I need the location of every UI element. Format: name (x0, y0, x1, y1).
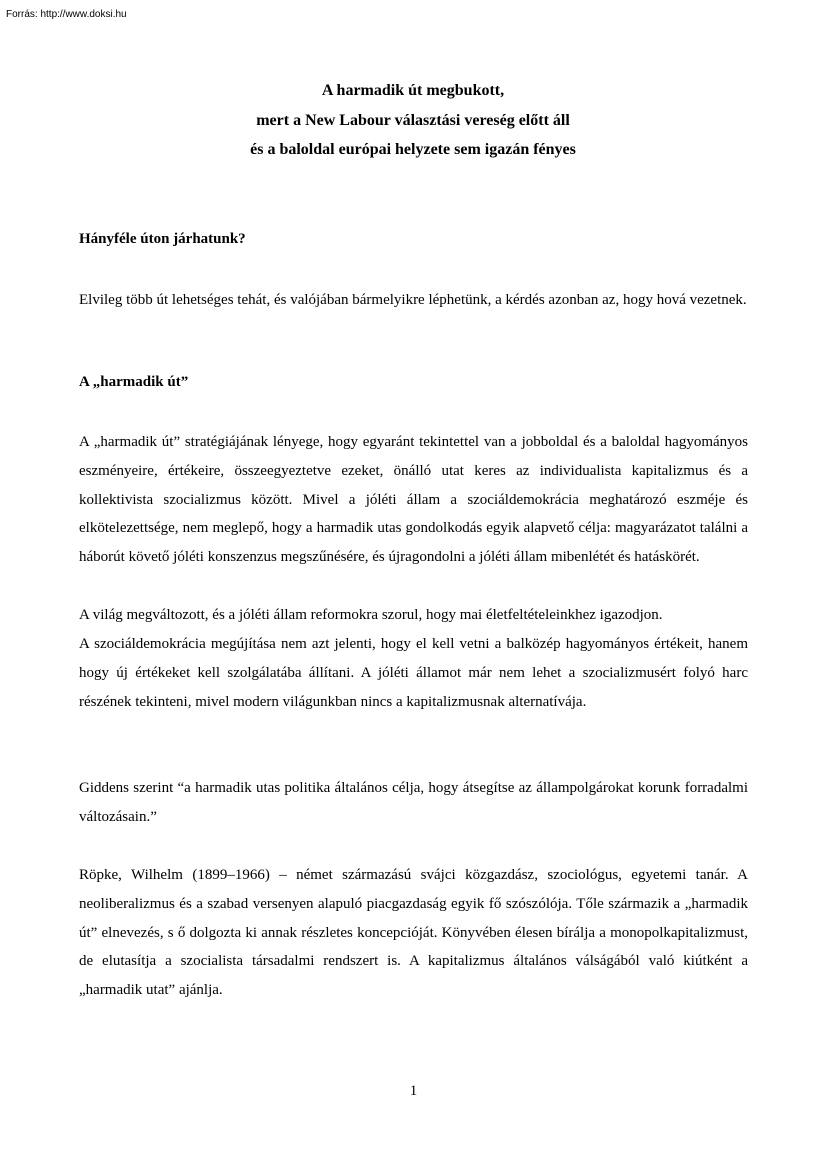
paragraph-world-changed: A világ megváltozott, és a jóléti állam reformokra szorul, hogy mai életfeltételeinkhez igazodjon. (79, 607, 663, 623)
page-number: 1 (409, 1083, 418, 1099)
paragraph-social-democracy-renewal: A szociáldemokrácia megújítása nem azt jelenti, hogy el kell vetni a balközép hagyományos értékeit, hanem hogy új értékeket kell szolgálatába állítani. A jóléti államot már nem lehet a szocializmusért folyó harc részének tekinteni, mivel modern világunkban nincs a kapitalizmusnak alternatívája. (79, 636, 748, 710)
section-heading-paths: Hányféle úton járhatunk? (79, 231, 246, 247)
paragraph-intro: Elvileg több út lehetséges tehát, és valójában bármelyikre léphetünk, a kérdés azonban az, hogy hová vezetnek. (79, 292, 747, 308)
document-title (78, 76, 748, 165)
title-line-1: A harmadik út megbukott, (321, 82, 505, 99)
title-line-2: mert a New Labour választási vereség előtt áll (256, 111, 570, 129)
source-link[interactable]: Forrás: http://www.doksi.hu (6, 9, 127, 20)
paragraph-giddens-quote: Giddens szerint “a harmadik utas politika általános célja, hogy átsegítse az állampolgárokat korunk forradalmi változásain.” (79, 780, 748, 825)
section-heading-third-way: A „harmadik út” (79, 374, 189, 390)
title-line-3: és a baloldal európai helyzete sem igazán fényes (250, 141, 576, 158)
paragraph-ropke-bio: Röpke, Wilhelm (1899–1966) – német származású svájci közgazdász, szociológus, egyetemi tanár. A neoliberalizmus és a szabad versenyen alapuló piacgazdaság egyik fő szószólója. Tőle származik a „harmadik út” elnevezés, s ő dolgozta ki annak részletes koncepcióját. Könyvében élesen bírálja a monopolkapitalizmust, de elutasítja a szocialista társadalmi rendszert is. A kapitalizmus általános válságából való kiútként a „harmadik utat” ajánlja. (79, 867, 748, 999)
paragraph-third-way-essence: A „harmadik út” stratégiájának lényege, hogy egyaránt tekintettel van a jobboldal és a baloldal hagyományos eszményeire, értékeire, összeegyeztetve ezeket, önálló utat keres az individualista kapitalizmus és a kollektivista szocializmus között. Mivel a jóléti állam a szociáldemokrácia meghatározó eszméje és elkötelezettsége, nem meglepő, hogy a harmadik utas gondolkodás egyik alapvető célja: magyarázatot találni a háborút követő jóléti konszenzus megszűnésére, és újragondolni a jóléti állam mibenlétét és hatáskörét. (79, 434, 748, 566)
